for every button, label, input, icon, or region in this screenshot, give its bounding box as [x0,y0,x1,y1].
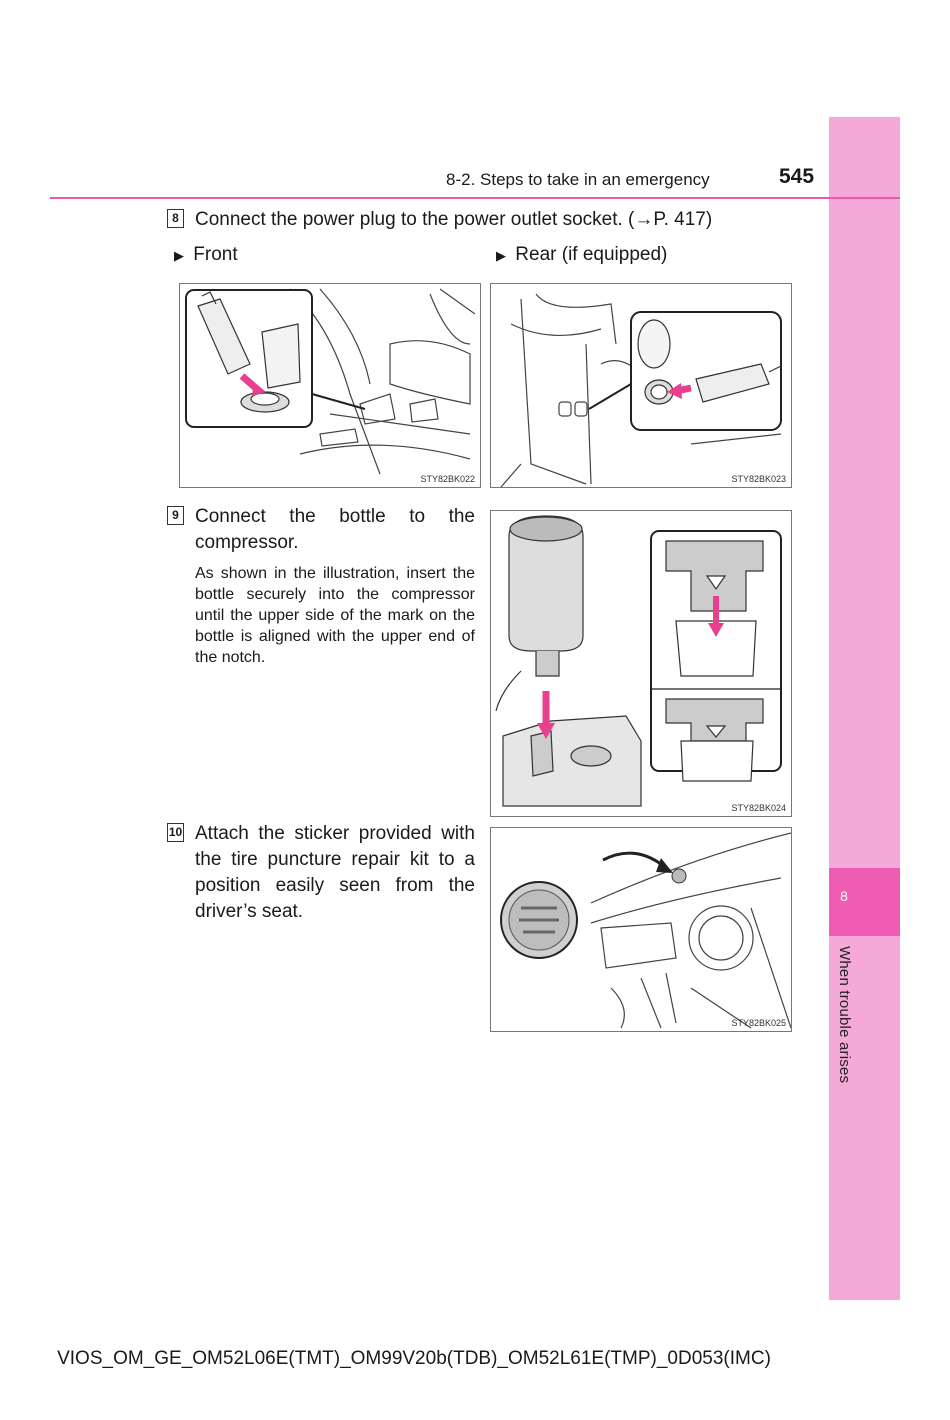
section-title: 8-2. Steps to take in an emergency [446,170,710,189]
rear-outlet-illustration [491,284,791,487]
figure-bottle-compressor [490,510,792,817]
step-10-text: Attach the sticker provided with the tire puncture repair kit to a position easily seen from the driver’s seat. [195,823,475,922]
figure-rear-outlet [490,283,792,488]
triangle-marker-icon: ▶ [496,248,506,263]
figure-front-outlet [179,283,481,488]
chapter-side-tab [829,117,900,1300]
figure-sticker-placement [490,827,792,1032]
chapter-number: 8 [840,888,848,904]
page-number: 545 [779,165,815,188]
step-number-8: 8 [167,209,184,228]
step-9-note: As shown in the illustration, insert the bottle securely into the compressor until the upper side of the mark on the bottle is aligned with the upper end of the notch. [195,565,475,666]
option-front-label: Front [193,244,238,265]
step-number-9: 9 [167,506,184,525]
header-rule [50,197,900,199]
option-rear [496,244,667,266]
document-id: VIOS_OM_GE_OM52L06E(TMT)_OM99V20b(TDB)_OM52L61E(TMP)_0D053(IMC) [57,1348,771,1369]
figure-code-front: STY82BK022 [420,474,475,484]
chapter-title: When trouble arises [836,946,853,1084]
option-rear-label: Rear (if equipped) [515,244,668,265]
figure-code-sticker: STY82BK025 [731,1018,786,1028]
triangle-marker-icon: ▶ [174,248,184,263]
sticker-placement-illustration [491,828,791,1031]
figure-code-rear: STY82BK023 [731,474,786,484]
step-8-text: Connect the power plug to the power outlet socket. (→P. 417) [195,209,713,230]
figure-code-bottle: STY82BK024 [731,803,786,813]
bottle-compressor-illustration [491,511,791,816]
step-number-10: 10 [167,823,184,842]
front-outlet-illustration [180,284,480,487]
option-front [174,244,238,266]
step-9-text: Connect the bottle to the compressor. [195,506,475,553]
